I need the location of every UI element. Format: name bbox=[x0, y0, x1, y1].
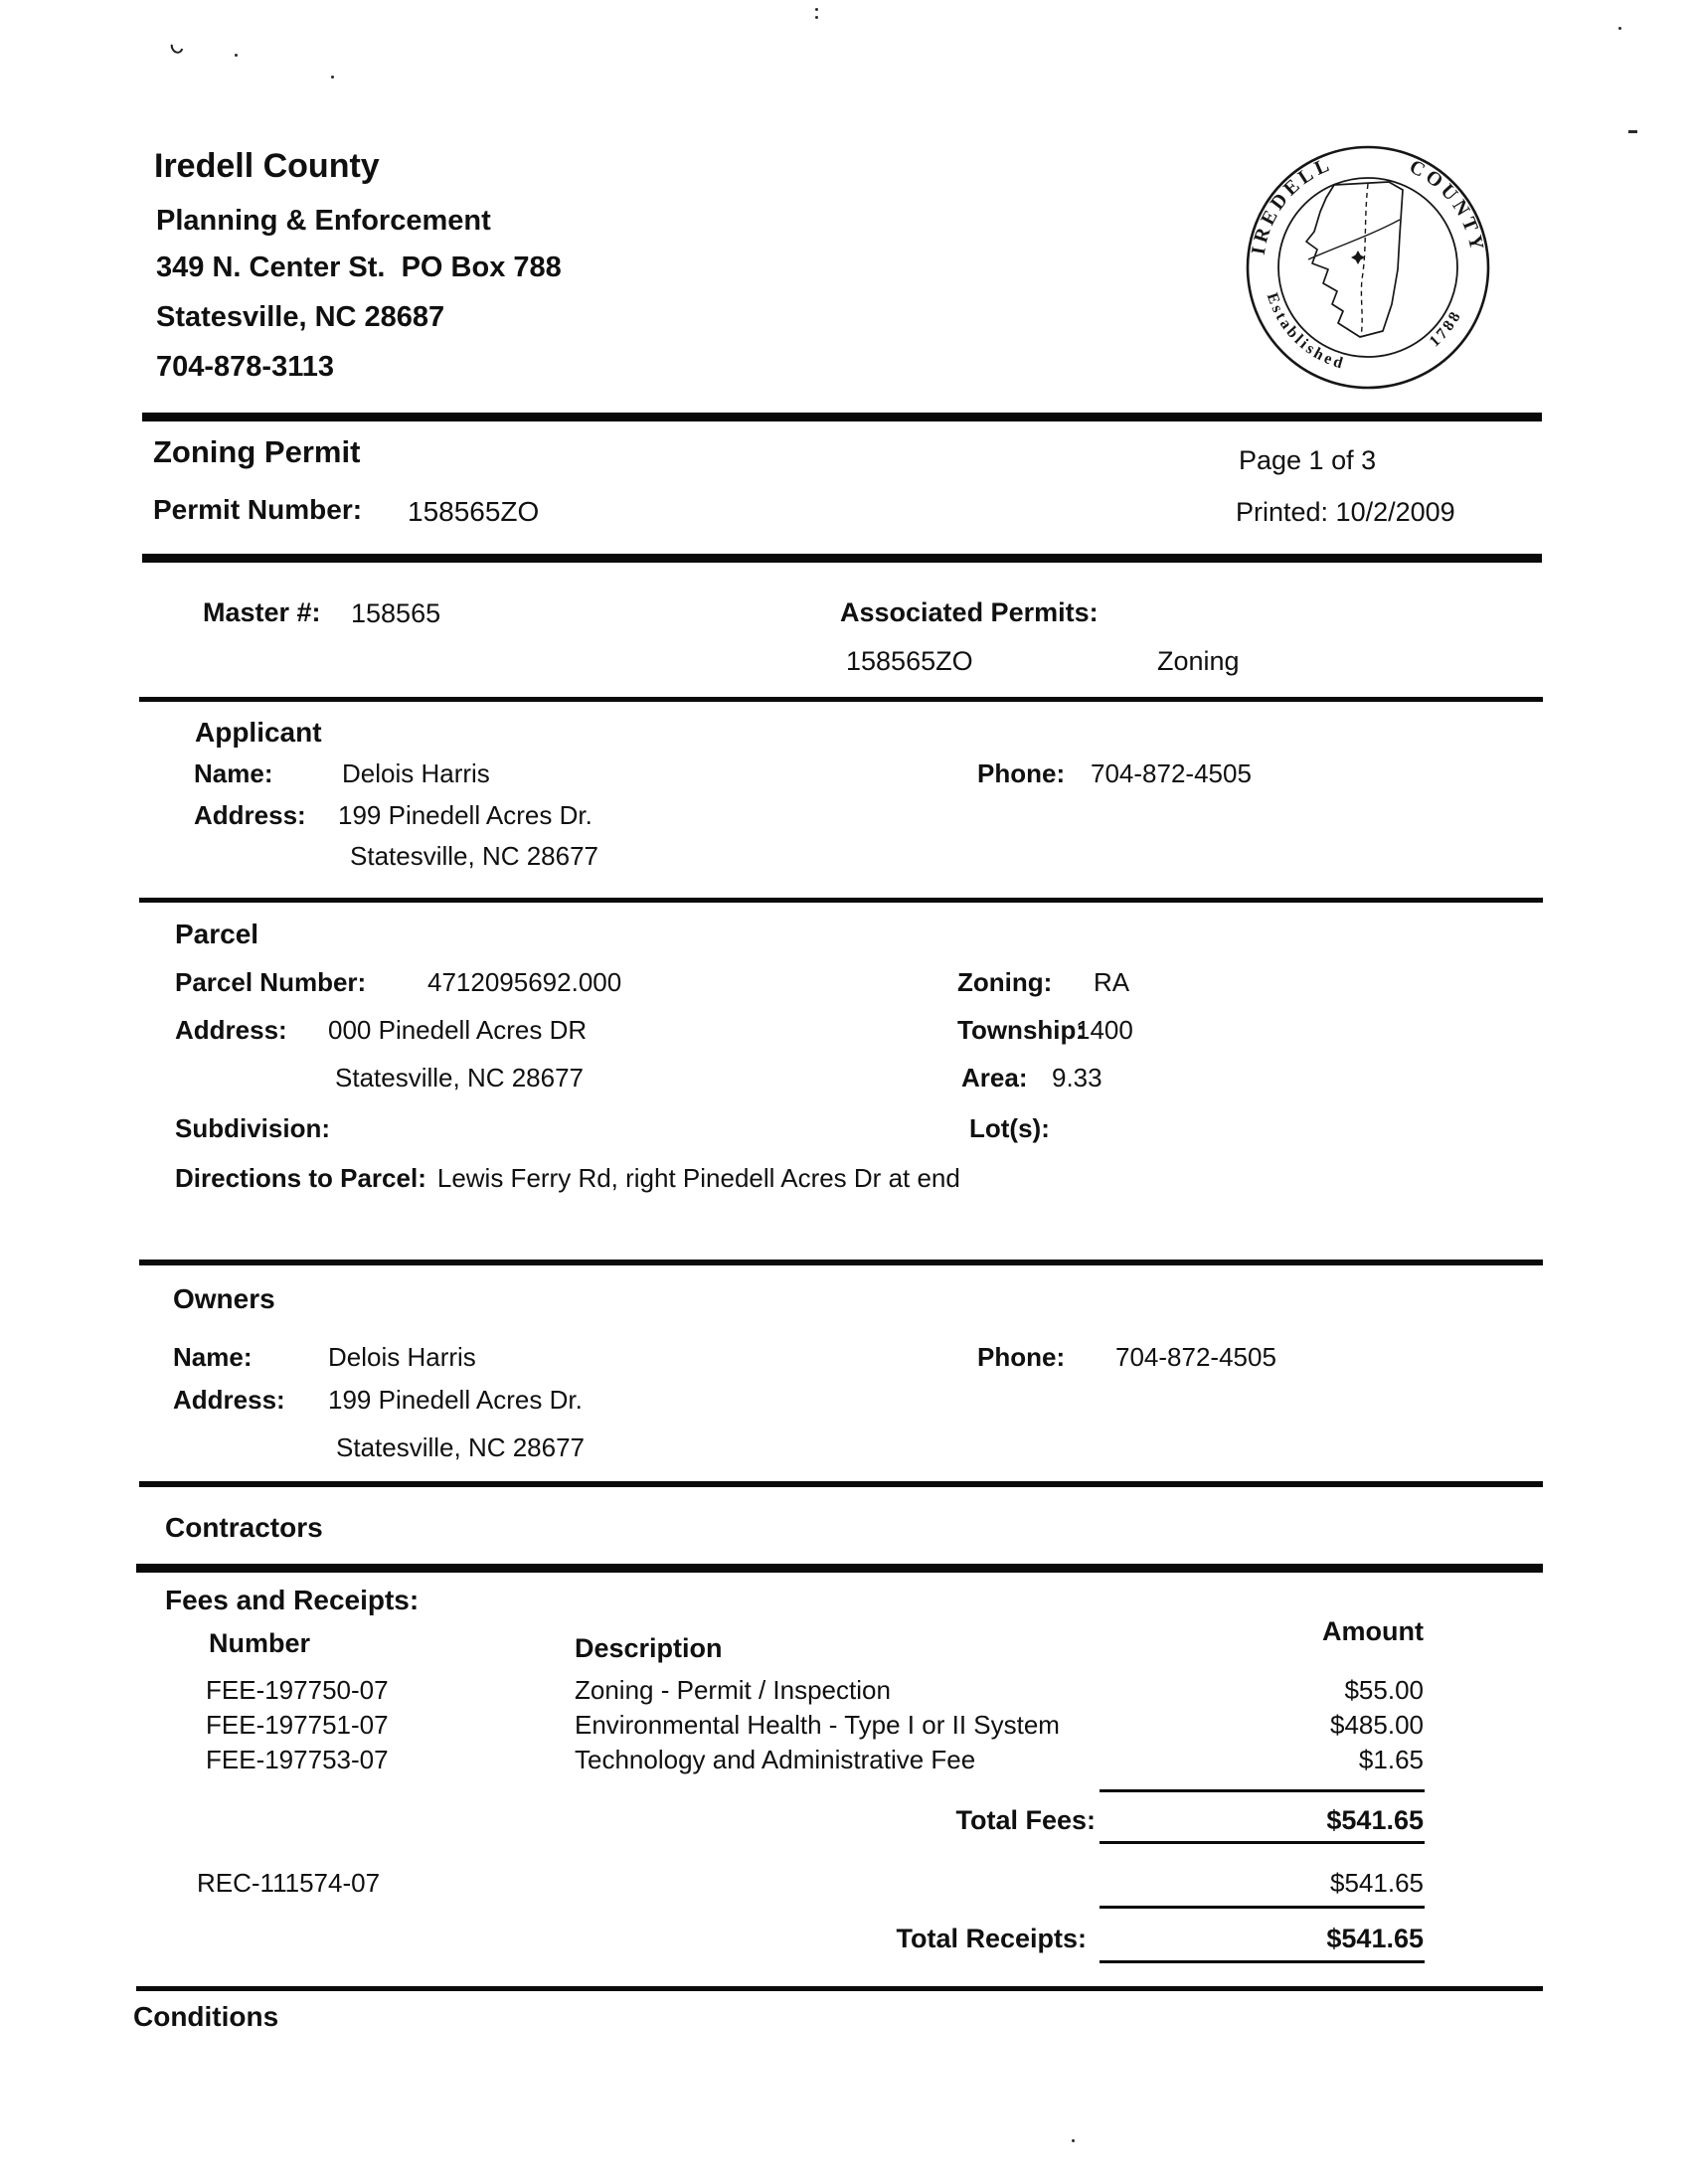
owners-phone-value: 704-872-4505 bbox=[1115, 1342, 1276, 1372]
parcel-area-label: Area: bbox=[961, 1063, 1028, 1092]
fee-row-amount: $1.65 bbox=[1358, 1745, 1424, 1774]
total-receipts-label: Total Receipts: bbox=[896, 1924, 1087, 1953]
owners-address-label: Address: bbox=[173, 1385, 285, 1415]
parcel-zoning-value: RA bbox=[1094, 967, 1130, 997]
divider-applicant bbox=[139, 697, 1543, 702]
totals-line bbox=[1100, 1906, 1425, 1909]
total-receipts-value: $541.65 bbox=[1326, 1924, 1424, 1953]
fee-row-description: Environmental Health - Type I or II System bbox=[575, 1710, 1060, 1740]
parcel-zoning-label: Zoning: bbox=[957, 967, 1053, 997]
fee-row-description: Zoning - Permit / Inspection bbox=[575, 1675, 891, 1705]
seal-river-line bbox=[1361, 184, 1368, 336]
seal-text-year: 1788 bbox=[1426, 306, 1466, 351]
owners-name-value: Delois Harris bbox=[328, 1342, 476, 1372]
totals-line bbox=[1100, 1960, 1425, 1963]
seal-text-county: COUNTY bbox=[1406, 155, 1489, 256]
fee-row-number: FEE-197753-07 bbox=[206, 1745, 389, 1774]
parcel-subdivision-label: Subdivision: bbox=[175, 1113, 330, 1143]
divider-owners bbox=[139, 1260, 1543, 1265]
applicant-phone-value: 704-872-4505 bbox=[1091, 758, 1252, 788]
parcel-address-label: Address: bbox=[175, 1015, 287, 1045]
org-name: Iredell County bbox=[154, 147, 380, 185]
scan-artifact bbox=[1618, 27, 1621, 30]
page-indicator: Page 1 of 3 bbox=[1239, 445, 1377, 475]
parcel-number-value: 4712095692.000 bbox=[427, 967, 622, 997]
applicant-address-value: 199 Pinedell Acres Dr. bbox=[338, 800, 593, 830]
printed-date: Printed: 10/2/2009 bbox=[1236, 497, 1455, 527]
owners-name-label: Name: bbox=[173, 1342, 253, 1372]
conditions-heading: Conditions bbox=[133, 2001, 279, 2032]
seal-county-map bbox=[1306, 182, 1403, 337]
total-fees-value: $541.65 bbox=[1326, 1805, 1424, 1835]
fees-col-number: Number bbox=[209, 1628, 311, 1658]
scan-artifact bbox=[815, 16, 818, 19]
divider-parcel bbox=[139, 898, 1543, 903]
applicant-city-value: Statesville, NC 28677 bbox=[350, 841, 599, 871]
master-number-value: 158565 bbox=[351, 598, 441, 628]
scan-artifact bbox=[235, 54, 238, 57]
parcel-area-value: 9.33 bbox=[1052, 1063, 1102, 1092]
applicant-address-label: Address: bbox=[194, 800, 306, 830]
totals-line bbox=[1100, 1789, 1425, 1792]
fees-col-amount: Amount bbox=[1322, 1616, 1424, 1646]
seal-text-established: Established bbox=[1263, 290, 1348, 374]
seal-star bbox=[1351, 251, 1365, 264]
permit-number-value: 158565ZO bbox=[408, 496, 540, 527]
document-title: Zoning Permit bbox=[153, 434, 361, 469]
parcel-city-value: Statesville, NC 28677 bbox=[335, 1063, 585, 1092]
applicant-phone-label: Phone: bbox=[977, 758, 1066, 788]
totals-line bbox=[1100, 1841, 1425, 1844]
fee-row-number: FEE-197751-07 bbox=[206, 1710, 389, 1740]
scan-artifact bbox=[168, 38, 185, 56]
scan-artifact bbox=[1072, 2139, 1075, 2142]
seal-inner-ring bbox=[1278, 178, 1457, 357]
fee-row-amount: $485.00 bbox=[1330, 1710, 1424, 1740]
fees-col-description: Description bbox=[575, 1633, 723, 1663]
associated-permit-number: 158565ZO bbox=[846, 646, 973, 676]
fee-row-amount: $55.00 bbox=[1344, 1675, 1424, 1705]
org-dept: Planning & Enforcement bbox=[156, 205, 491, 237]
parcel-directions-row bbox=[175, 1164, 960, 1194]
parcel-directions-value: Lewis Ferry Rd, right Pinedell Acres Dr at end bbox=[436, 1163, 960, 1193]
associated-permits-label: Associated Permits: bbox=[840, 597, 1099, 627]
divider-contractors bbox=[139, 1481, 1543, 1487]
associated-permit-type: Zoning bbox=[1157, 646, 1240, 676]
receipt-row-number: REC-111574-07 bbox=[197, 1868, 381, 1898]
owners-phone-label: Phone: bbox=[977, 1342, 1066, 1372]
seal-text-iredell: IREDELL bbox=[1247, 152, 1336, 256]
scan-artifact bbox=[815, 8, 818, 11]
svg-text:COUNTY bbox=[1406, 156, 1488, 256]
divider-conditions bbox=[136, 1986, 1543, 1991]
owners-heading: Owners bbox=[173, 1283, 275, 1314]
owners-city-value: Statesville, NC 28677 bbox=[336, 1432, 586, 1462]
fee-row-number: FEE-197750-07 bbox=[206, 1675, 389, 1705]
scan-artifact bbox=[331, 76, 334, 79]
seal-road-line bbox=[1308, 220, 1400, 259]
org-phone: 704-878-3113 bbox=[156, 351, 334, 383]
parcel-township-label: Township: bbox=[957, 1015, 1086, 1045]
divider-thick-top bbox=[142, 413, 1542, 421]
master-number-label: Master #: bbox=[203, 597, 321, 627]
divider-thick-fees bbox=[136, 1564, 1543, 1573]
org-address-line1: 349 N. Center St. PO Box 788 bbox=[156, 252, 562, 283]
county-seal bbox=[1240, 139, 1496, 396]
org-address-line2: Statesville, NC 28687 bbox=[156, 301, 445, 333]
owners-address-value: 199 Pinedell Acres Dr. bbox=[328, 1385, 583, 1415]
receipt-row-amount: $541.65 bbox=[1330, 1868, 1424, 1898]
parcel-number-label: Parcel Number: bbox=[175, 967, 367, 997]
applicant-name-label: Name: bbox=[194, 758, 273, 788]
parcel-lots-label: Lot(s): bbox=[969, 1113, 1050, 1143]
contractors-heading: Contractors bbox=[165, 1512, 323, 1543]
fees-heading: Fees and Receipts: bbox=[165, 1585, 420, 1615]
fee-row-description: Technology and Administrative Fee bbox=[575, 1745, 976, 1774]
parcel-directions-label: Directions to Parcel: bbox=[175, 1163, 426, 1193]
total-fees-label: Total Fees: bbox=[955, 1805, 1096, 1835]
parcel-heading: Parcel bbox=[175, 919, 259, 949]
parcel-address-value: 000 Pinedell Acres DR bbox=[328, 1015, 588, 1045]
scan-artifact bbox=[1628, 130, 1637, 133]
divider-thick-title-bottom bbox=[142, 554, 1542, 563]
applicant-heading: Applicant bbox=[195, 717, 322, 748]
permit-number-label: Permit Number: bbox=[153, 494, 363, 525]
applicant-name-value: Delois Harris bbox=[342, 758, 490, 788]
parcel-township-value: 1400 bbox=[1076, 1015, 1133, 1045]
